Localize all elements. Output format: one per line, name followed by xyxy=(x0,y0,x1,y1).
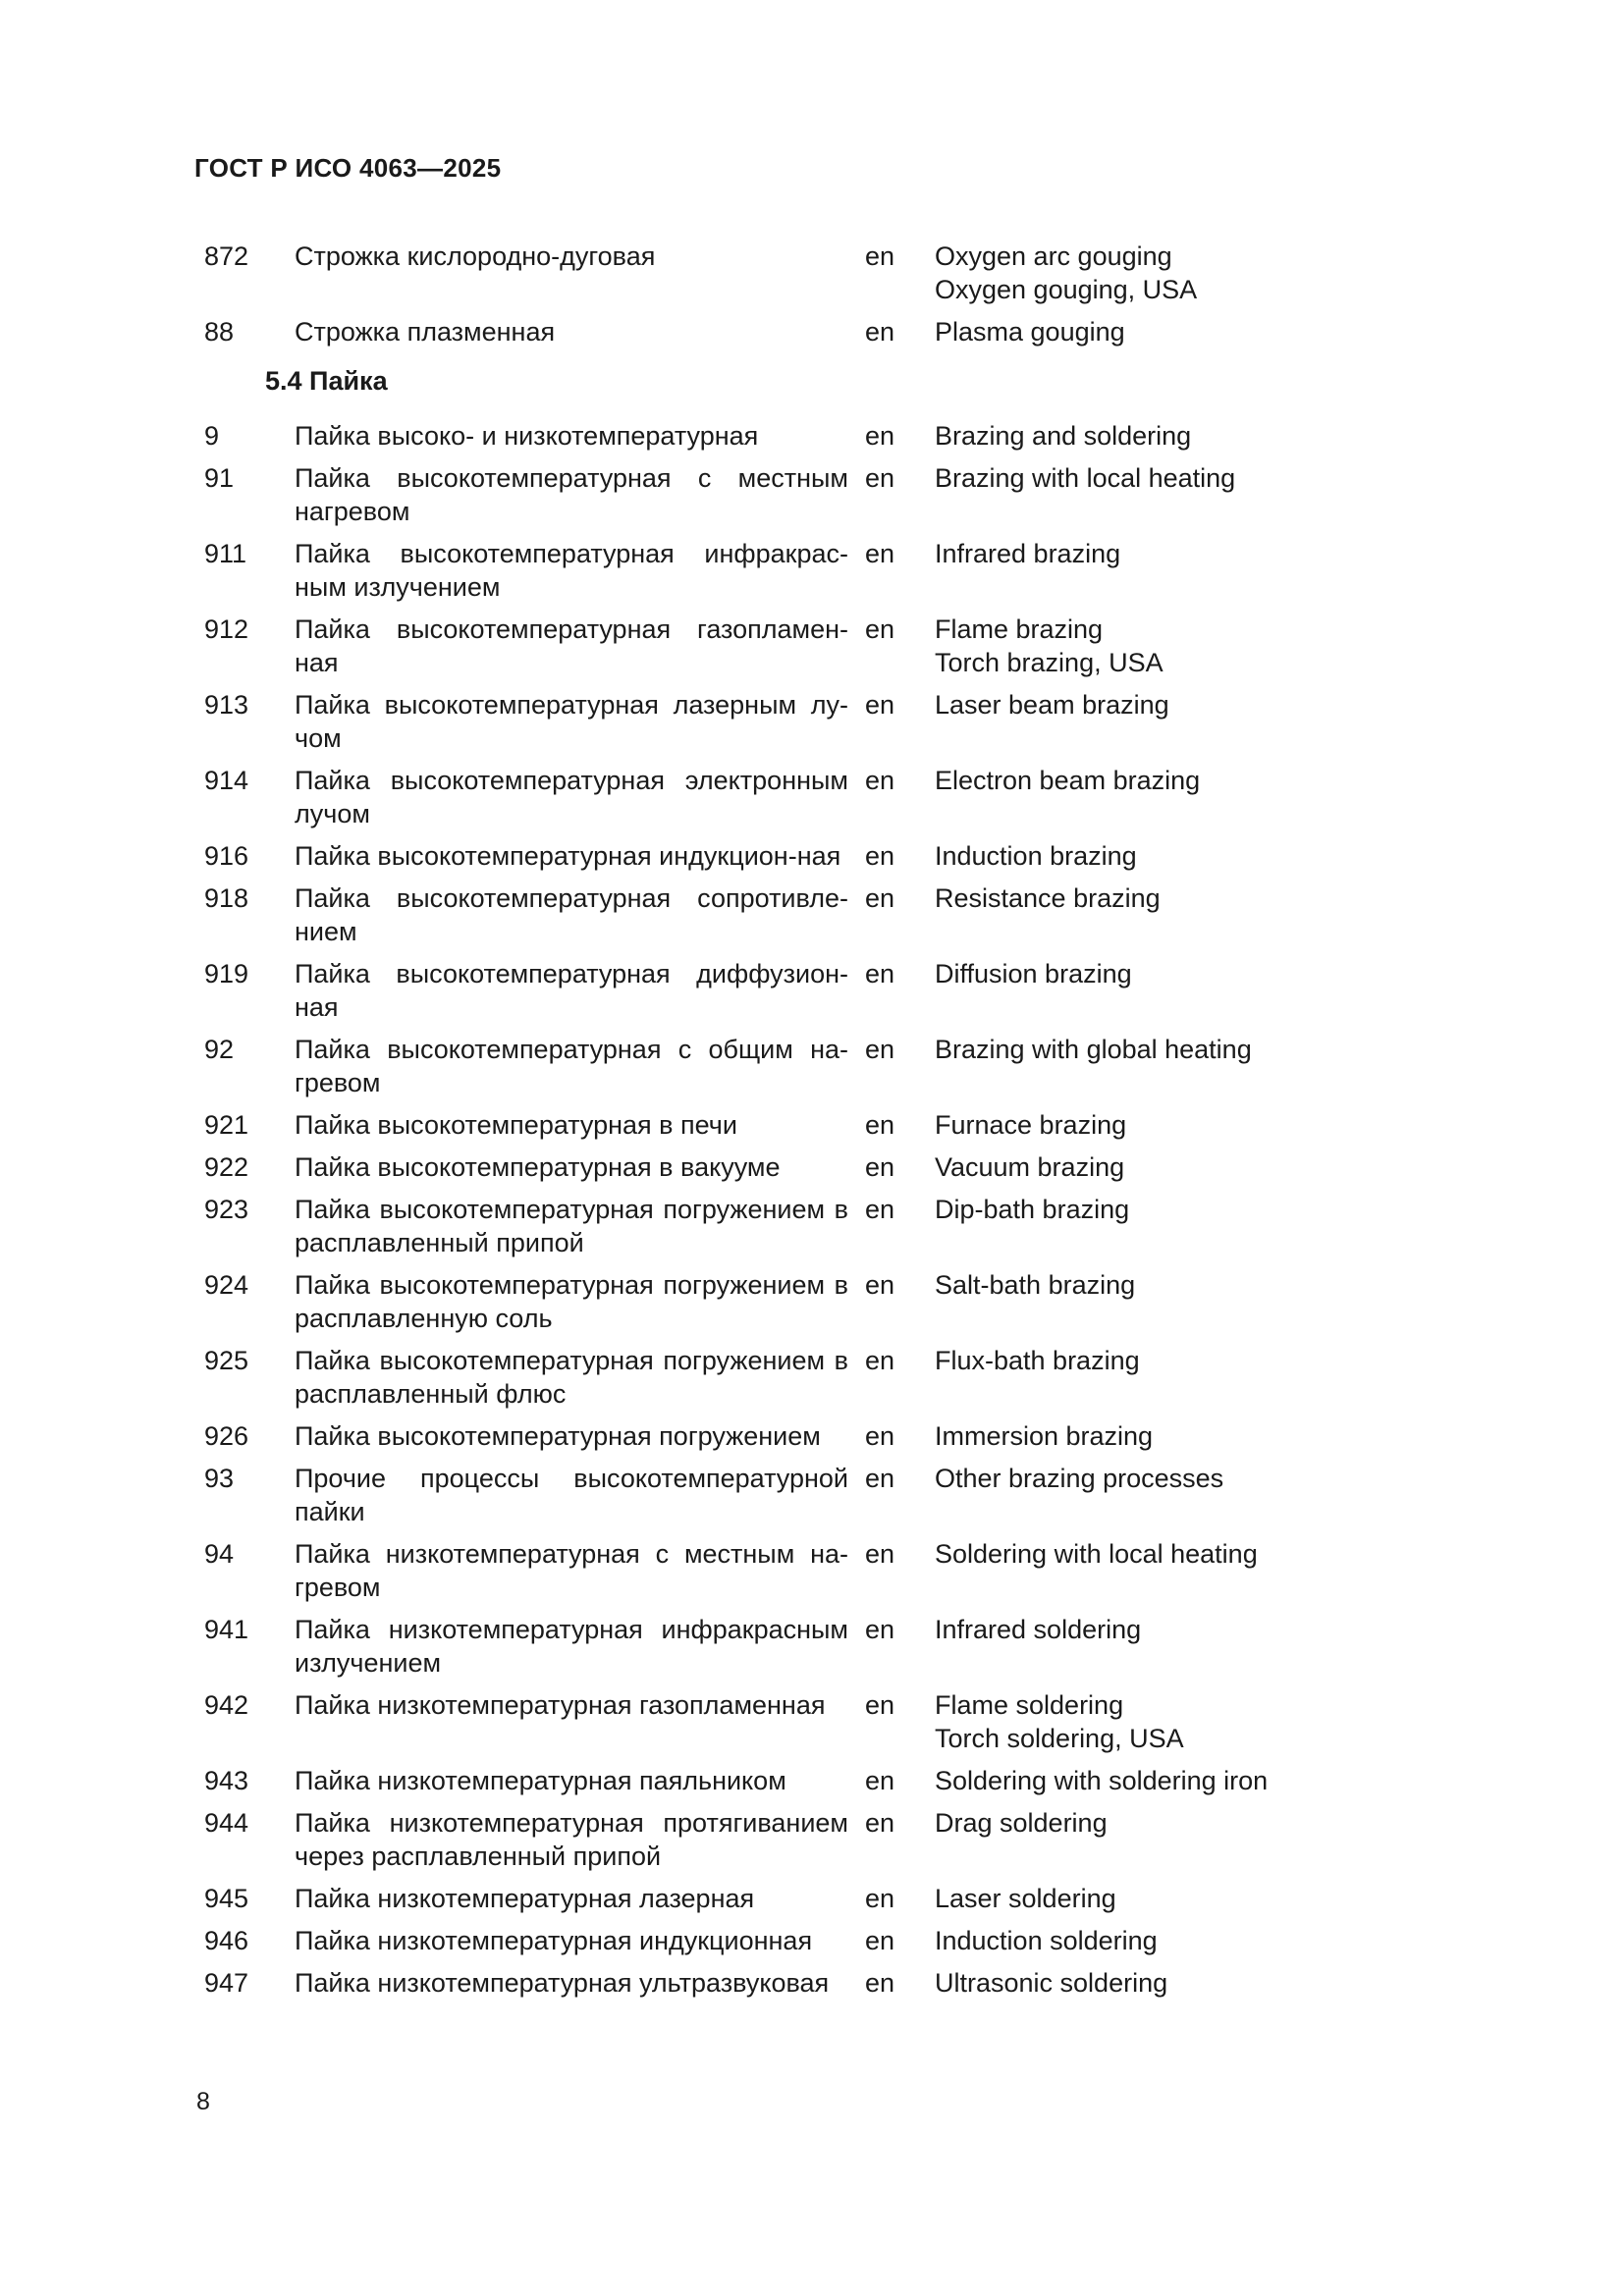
russian-term: Пайка низкотемпературная паяльником xyxy=(295,1766,786,1795)
table-row xyxy=(204,1462,1284,1528)
table-row xyxy=(204,1688,1284,1755)
english-term: Vacuum brazing xyxy=(935,1152,1125,1182)
process-code: 919 xyxy=(204,959,249,988)
language-code: en xyxy=(865,1035,895,1064)
language-code: en xyxy=(865,1968,895,1998)
russian-term: Пайка высокотемпературная с общим на-гревом xyxy=(295,1035,848,1097)
language-code: en xyxy=(865,959,895,988)
table-row xyxy=(204,1150,1284,1184)
process-code: 92 xyxy=(204,1035,235,1064)
russian-term: Пайка низкотемпературная инфракрасным излучением xyxy=(295,1615,848,1678)
process-code: 926 xyxy=(204,1421,249,1451)
language-code: en xyxy=(865,1926,895,1955)
table-row xyxy=(204,240,1284,306)
process-code: 925 xyxy=(204,1346,249,1375)
russian-term: Пайка низкотемпературная индукционная xyxy=(295,1926,813,1955)
table-row xyxy=(204,461,1284,528)
english-term: Soldering with soldering iron xyxy=(935,1766,1269,1795)
section-indent xyxy=(204,364,265,398)
process-code: 946 xyxy=(204,1926,249,1955)
english-term: Electron beam brazing xyxy=(935,766,1201,795)
process-code: 923 xyxy=(204,1195,249,1224)
russian-term: Пайка высокотемпературная газопламен-ная xyxy=(295,614,848,677)
process-code: 924 xyxy=(204,1270,249,1300)
process-code: 945 xyxy=(204,1884,249,1913)
language-code: en xyxy=(865,1464,895,1493)
table-row xyxy=(204,1882,1284,1915)
table-row xyxy=(204,1108,1284,1142)
russian-term: Строжка плазменная xyxy=(295,317,556,347)
language-code: en xyxy=(865,241,895,271)
english-term: Brazing with local heating xyxy=(935,463,1236,493)
russian-term: Пайка высокотемпературная в вакууме xyxy=(295,1152,781,1182)
process-code: 918 xyxy=(204,883,249,913)
table-row xyxy=(204,419,1284,453)
process-code: 912 xyxy=(204,614,249,644)
russian-term: Пайка низкотемпературная протягиванием через расплавленный припой xyxy=(295,1808,848,1871)
language-code: en xyxy=(865,1884,895,1913)
russian-term: Пайка низкотемпературная газопламенная xyxy=(295,1690,826,1720)
process-code: 914 xyxy=(204,766,249,795)
english-term: Flame brazing Torch brazing, USA xyxy=(935,614,1164,677)
english-term: Salt-bath brazing xyxy=(935,1270,1136,1300)
table-row xyxy=(204,1924,1284,1957)
language-code: en xyxy=(865,1766,895,1795)
table-row xyxy=(204,881,1284,948)
language-code: en xyxy=(865,317,895,347)
terms-table xyxy=(204,240,1284,2008)
language-code: en xyxy=(865,1195,895,1224)
english-term: Drag soldering xyxy=(935,1808,1108,1838)
language-code: en xyxy=(865,1690,895,1720)
english-term: Brazing and soldering xyxy=(935,421,1192,451)
process-code: 942 xyxy=(204,1690,249,1720)
russian-term: Пайка высокотемпературная сопротивле-нием xyxy=(295,883,848,946)
process-code: 911 xyxy=(204,539,247,568)
language-code: en xyxy=(865,1346,895,1375)
language-code: en xyxy=(865,1270,895,1300)
english-term: Brazing with global heating xyxy=(935,1035,1252,1064)
russian-term: Пайка высокотемпературная инфракрас-ным излучением xyxy=(295,539,848,602)
english-term: Laser soldering xyxy=(935,1884,1116,1913)
english-term: Induction brazing xyxy=(935,841,1137,871)
language-code: en xyxy=(865,883,895,913)
process-code: 943 xyxy=(204,1766,249,1795)
language-code: en xyxy=(865,1808,895,1838)
russian-term: Пайка высокотемпературная диффузион-ная xyxy=(295,959,848,1022)
process-code: 872 xyxy=(204,241,249,271)
english-term: Furnace brazing xyxy=(935,1110,1127,1140)
russian-term: Пайка высокотемпературная лазерным лу-чом xyxy=(295,690,848,753)
table-row xyxy=(204,1344,1284,1411)
table-row xyxy=(204,315,1284,348)
process-code: 91 xyxy=(204,463,235,493)
language-code: en xyxy=(865,1539,895,1569)
process-code: 947 xyxy=(204,1968,249,1998)
russian-term: Пайка высоко- и низкотемпературная xyxy=(295,421,759,451)
table-row xyxy=(204,613,1284,679)
language-code: en xyxy=(865,1615,895,1644)
table-row xyxy=(204,1193,1284,1259)
russian-term: Строжка кислородно-дуговая xyxy=(295,241,656,271)
table-row xyxy=(204,1966,1284,2000)
table-row xyxy=(204,839,1284,873)
process-code: 9 xyxy=(204,421,220,451)
page-number: 8 xyxy=(196,2088,210,2115)
russian-term: Пайка низкотемпературная с местным на-гревом xyxy=(295,1539,848,1602)
english-term: Dip-bath brazing xyxy=(935,1195,1130,1224)
english-term: Resistance brazing xyxy=(935,883,1161,913)
language-code: en xyxy=(865,539,895,568)
russian-term: Пайка высокотемпературная погружением в расплавленный флюс xyxy=(295,1346,848,1409)
russian-term: Пайка высокотемпературная в печи xyxy=(295,1110,737,1140)
english-term: Infrared soldering xyxy=(935,1615,1142,1644)
process-code: 941 xyxy=(204,1615,249,1644)
table-row xyxy=(204,537,1284,604)
language-code: en xyxy=(865,421,895,451)
language-code: en xyxy=(865,841,895,871)
table-row xyxy=(204,1764,1284,1797)
language-code: en xyxy=(865,1152,895,1182)
russian-term: Пайка высокотемпературная погружением в расплавленную соль xyxy=(295,1270,848,1333)
document-header: ГОСТ Р ИСО 4063—2025 xyxy=(194,153,502,183)
english-term: Flame soldering Torch soldering, USA xyxy=(935,1690,1184,1753)
table-row xyxy=(204,1806,1284,1873)
process-code: 88 xyxy=(204,317,235,347)
process-code: 94 xyxy=(204,1539,235,1569)
process-code: 916 xyxy=(204,841,249,871)
russian-term: Прочие процессы высокотемпературной пайки xyxy=(295,1464,848,1526)
language-code: en xyxy=(865,690,895,720)
table-row xyxy=(204,1613,1284,1680)
english-term: Diffusion brazing xyxy=(935,959,1132,988)
process-code: 913 xyxy=(204,690,249,720)
language-code: en xyxy=(865,1421,895,1451)
process-code: 922 xyxy=(204,1152,249,1182)
terms-table-top xyxy=(204,240,1284,348)
table-row xyxy=(204,688,1284,755)
russian-term: Пайка высокотемпературная погружением xyxy=(295,1421,821,1451)
process-code: 921 xyxy=(204,1110,249,1140)
english-term: Induction soldering xyxy=(935,1926,1158,1955)
process-code: 93 xyxy=(204,1464,235,1493)
english-term: Plasma gouging xyxy=(935,317,1125,347)
english-term: Immersion brazing xyxy=(935,1421,1154,1451)
russian-term: Пайка высокотемпературная электронным лучом xyxy=(295,766,848,828)
language-code: en xyxy=(865,463,895,493)
english-term: Laser beam brazing xyxy=(935,690,1169,720)
english-term: Ultrasonic soldering xyxy=(935,1968,1168,1998)
english-term: Soldering with local heating xyxy=(935,1539,1258,1569)
table-row xyxy=(204,1537,1284,1604)
process-code: 944 xyxy=(204,1808,249,1838)
language-code: en xyxy=(865,614,895,644)
language-code: en xyxy=(865,766,895,795)
english-term: Other brazing processes xyxy=(935,1464,1224,1493)
section-title: 5.4 Пайка xyxy=(265,366,388,396)
table-row xyxy=(204,764,1284,830)
section-heading xyxy=(204,364,1284,398)
table-row xyxy=(204,957,1284,1024)
russian-term: Пайка высокотемпературная с местным нагревом xyxy=(295,463,848,526)
russian-term: Пайка высокотемпературная индукцион-ная xyxy=(295,841,841,871)
english-term: Infrared brazing xyxy=(935,539,1121,568)
table-row xyxy=(204,1419,1284,1453)
table-row xyxy=(204,1268,1284,1335)
terms-table-body xyxy=(204,419,1284,2000)
table-row xyxy=(204,1033,1284,1099)
english-term: Flux-bath brazing xyxy=(935,1346,1140,1375)
russian-term: Пайка низкотемпературная ультразвуковая xyxy=(295,1968,830,1998)
english-term: Oxygen arc gouging Oxygen gouging, USA xyxy=(935,241,1198,304)
russian-term: Пайка высокотемпературная погружением в расплавленный припой xyxy=(295,1195,848,1257)
russian-term: Пайка низкотемпературная лазерная xyxy=(295,1884,755,1913)
language-code: en xyxy=(865,1110,895,1140)
